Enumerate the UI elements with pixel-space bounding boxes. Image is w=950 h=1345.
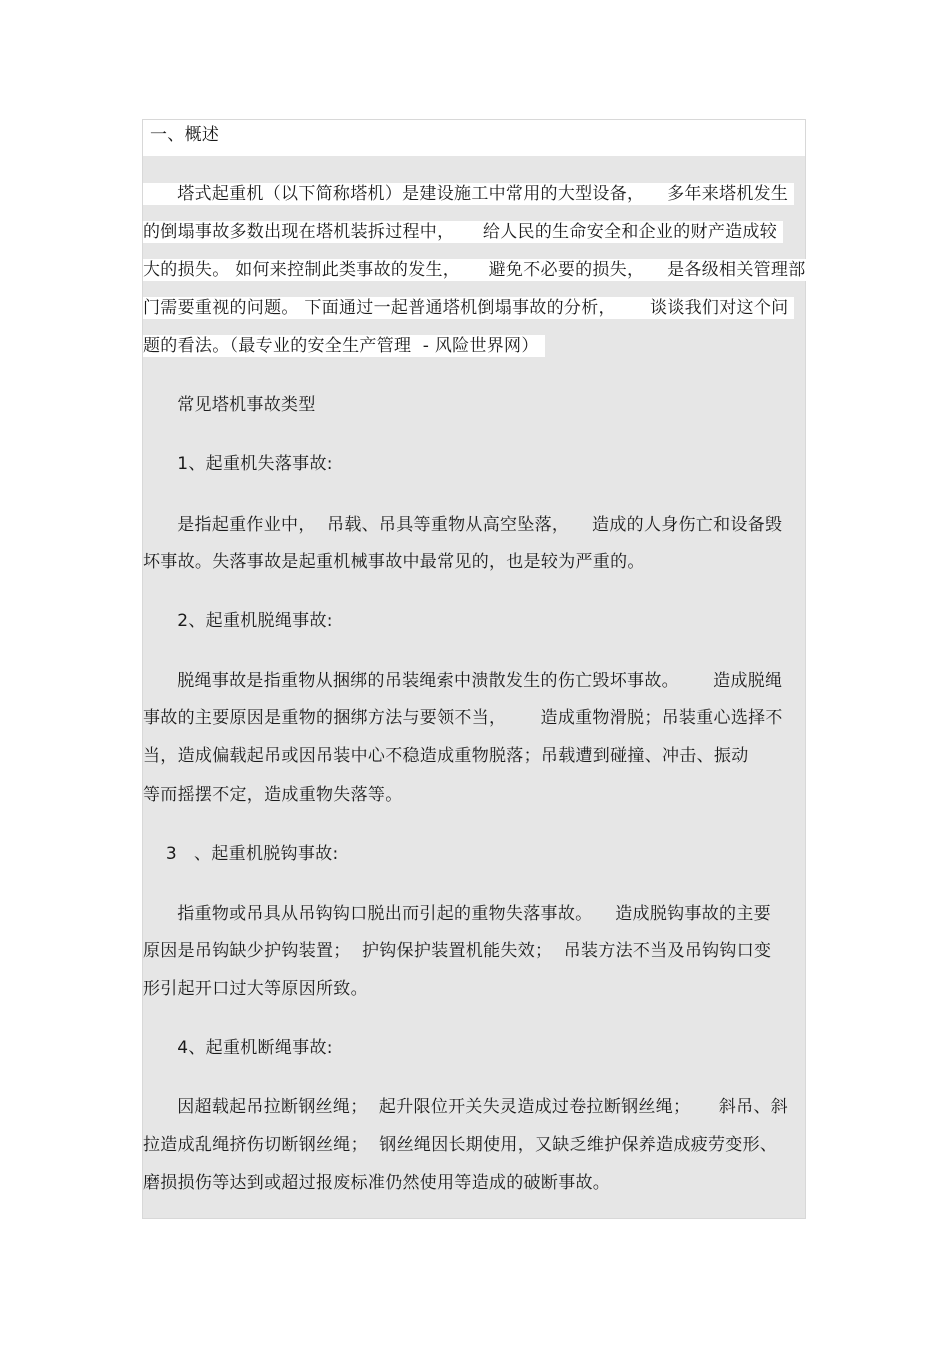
intro-line-3	[143, 259, 812, 281]
item-4-line-2: 拉造成乱绳挤伤切断钢丝绳； 钢丝绳因长期使用，又缺乏维护保养造成疲劳变形、	[143, 1135, 778, 1155]
intro-line-1-text: 塔式起重机（以下简称塔机）是建设施工中常用的大型设备， 多年来塔机发生	[143, 183, 794, 205]
intro-line-5	[143, 335, 545, 357]
item-3-title: 3 、起重机脱钩事故:	[143, 844, 339, 864]
item-2-line-1: 脱绳事故是指重物从捆绑的吊装绳索中溃散发生的伤亡毁坏事故。 造成脱绳	[143, 671, 783, 691]
item-4-line-1: 因超载起吊拉断钢丝绳； 起升限位开关失灵造成过卷拉断钢丝绳； 斜吊、斜	[143, 1097, 789, 1117]
item-4-title: 4、起重机断绳事故:	[143, 1038, 333, 1058]
intro-line-4	[143, 297, 794, 319]
item-1-line-2: 坏事故。失落事故是起重机械事故中最常见的，也是较为严重的。	[143, 552, 645, 572]
item-2-title: 2、起重机脱绳事故:	[143, 611, 333, 631]
item-3-line-1: 指重物或吊具从吊钩钩口脱出而引起的重物失落事故。 造成脱钩事故的主要	[143, 904, 771, 924]
intro-line-5-text: 题的看法。（最专业的安全生产管理 - 风险世界网）	[143, 335, 545, 357]
item-1-line-1: 是指起重作业中， 吊载、吊具等重物从高空坠落， 造成的人身伤亡和设备毁	[143, 515, 783, 535]
intro-line-3-text: 大的损失。 如何来控制此类事故的发生， 避免不必要的损失， 是各级相关管理部	[143, 259, 812, 281]
item-2-line-2: 事故的主要原因是重物的捆绑方法与要领不当， 造成重物滑脱；吊装重心选择不	[143, 708, 783, 728]
item-2-line-3: 当，造成偏载起吊或因吊装中心不稳造成重物脱落；吊载遭到碰撞、冲击、振动	[143, 746, 749, 766]
intro-line-4-text: 门需要重视的问题。 下面通过一起普通塔机倒塌事故的分析， 谈谈我们对这个问	[143, 297, 794, 319]
heading-background	[143, 120, 805, 156]
intro-line-2-text: 的倒塌事故多数出现在塔机装拆过程中， 给人民的生命安全和企业的财产造成较	[143, 221, 783, 243]
intro-line-1	[143, 183, 794, 205]
types-heading: 常见塔机事故类型	[143, 395, 316, 415]
intro-line-2	[143, 221, 783, 243]
item-4-line-3: 磨损损伤等达到或超过报废标准仍然使用等造成的破断事故。	[143, 1173, 611, 1193]
item-3-line-3: 形引起开口过大等原因所致。	[143, 979, 368, 999]
item-3-line-2: 原因是吊钩缺少护钩装置； 护钩保护装置机能失效； 吊装方法不当及吊钩钩口变	[143, 941, 772, 961]
section-title: 一、概述	[150, 125, 220, 145]
item-2-line-4: 等而摇摆不定，造成重物失落等。	[143, 785, 403, 805]
item-1-title: 1、起重机失落事故:	[143, 454, 333, 474]
